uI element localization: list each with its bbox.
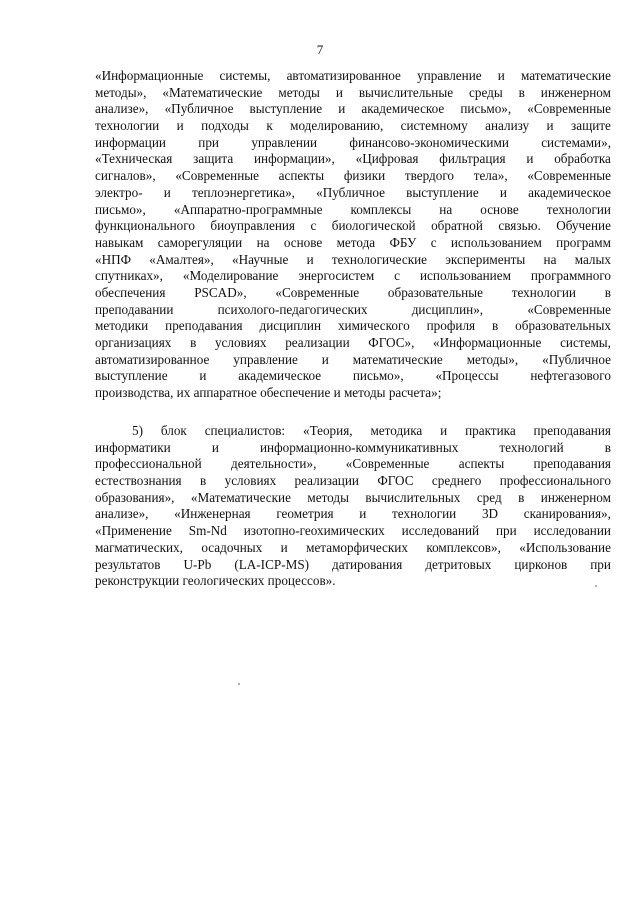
scan-speck (595, 585, 597, 587)
text-line: функционального биоуправления с биологической обратной связью. Обучение (95, 218, 611, 234)
text-line: 5) блок специалистов: «Теория, методика и практика преподавания (132, 423, 611, 438)
text-line: естествознания в условиях реализации ФГОС среднего профессионального (95, 473, 611, 489)
text-line: преподавании психолого-педагогических дисциплин», «Современные (95, 301, 611, 317)
paragraph-2 (95, 423, 611, 590)
text-line: электро- и теплоэнергетика», «Публичное выступление и академическое (95, 184, 611, 200)
text-line: технологии и подходы к моделированию, системному анализу и защите (95, 118, 611, 134)
text-line: автоматизированное управление и математические методы», «Публичное (95, 351, 611, 367)
text-line: анализе», «Инженерная геометрия и технологии 3D сканирования», (95, 506, 611, 522)
paragraph-1 (95, 68, 611, 402)
text-line: магматических, осадочных и метаморфических комплексов», «Использование (95, 539, 611, 555)
text-line: «Техническая защита информации», «Цифровая фильтрация и обработка (95, 151, 611, 167)
text-line: «Применение Sm-Nd изотопно-геохимических исследований при исследовании (95, 523, 611, 539)
text-line: «Информационные системы, автоматизированное управление и математические (95, 68, 611, 83)
text-line: методы», «Математические методы и вычислительные среды в инженерном (95, 84, 611, 100)
text-line: навыкам саморегуляции на основе метода ФБУ с использованием программ (95, 234, 611, 250)
text-line: методики преподавания дисциплин химического профиля в образовательных (95, 318, 611, 334)
text-line: сигналов», «Современные аспекты физики твердого тела», «Современные (95, 168, 611, 184)
text-line: обеспечения PSCAD», «Современные образовательные технологии в (95, 284, 611, 300)
text-line: выступление и академическое письмо», «Процессы нефтегазового (95, 368, 611, 384)
text-line: организациях в условиях реализации ФГОС», «Информационные системы, (95, 335, 611, 350)
text-line: реконструкции геологических процессов». (95, 573, 336, 589)
text-line: производства, их аппаратное обеспечение и методы расчета»; (95, 385, 442, 401)
text-line: письмо», «Аппаратно-программные комплексы на основе технологии (95, 201, 611, 217)
text-line: информатики и информационно-коммуникативных технологий в (95, 439, 611, 455)
scan-speck (238, 683, 240, 685)
text-line: информации при управлении финансово-экономическими системами», (95, 134, 611, 150)
page-number: 7 (316, 42, 324, 57)
text-line: «НПФ «Амалтея», «Научные и технологические эксперименты на малых (95, 251, 611, 267)
text-line: спутниках», «Моделирование энергосистем с использованием программного (95, 268, 611, 284)
text-line: анализе», «Публичное выступление и академическое письмо», «Современные (95, 101, 611, 117)
text-line: результатов U-Pb (LA-ICP-MS) датирования детритовых цирконов при (95, 556, 611, 572)
text-line: профессиональной деятельности», «Современные аспекты преподавания (95, 456, 611, 472)
text-line: образования», «Математические методы вычислительных сред в инженерном (95, 489, 611, 505)
